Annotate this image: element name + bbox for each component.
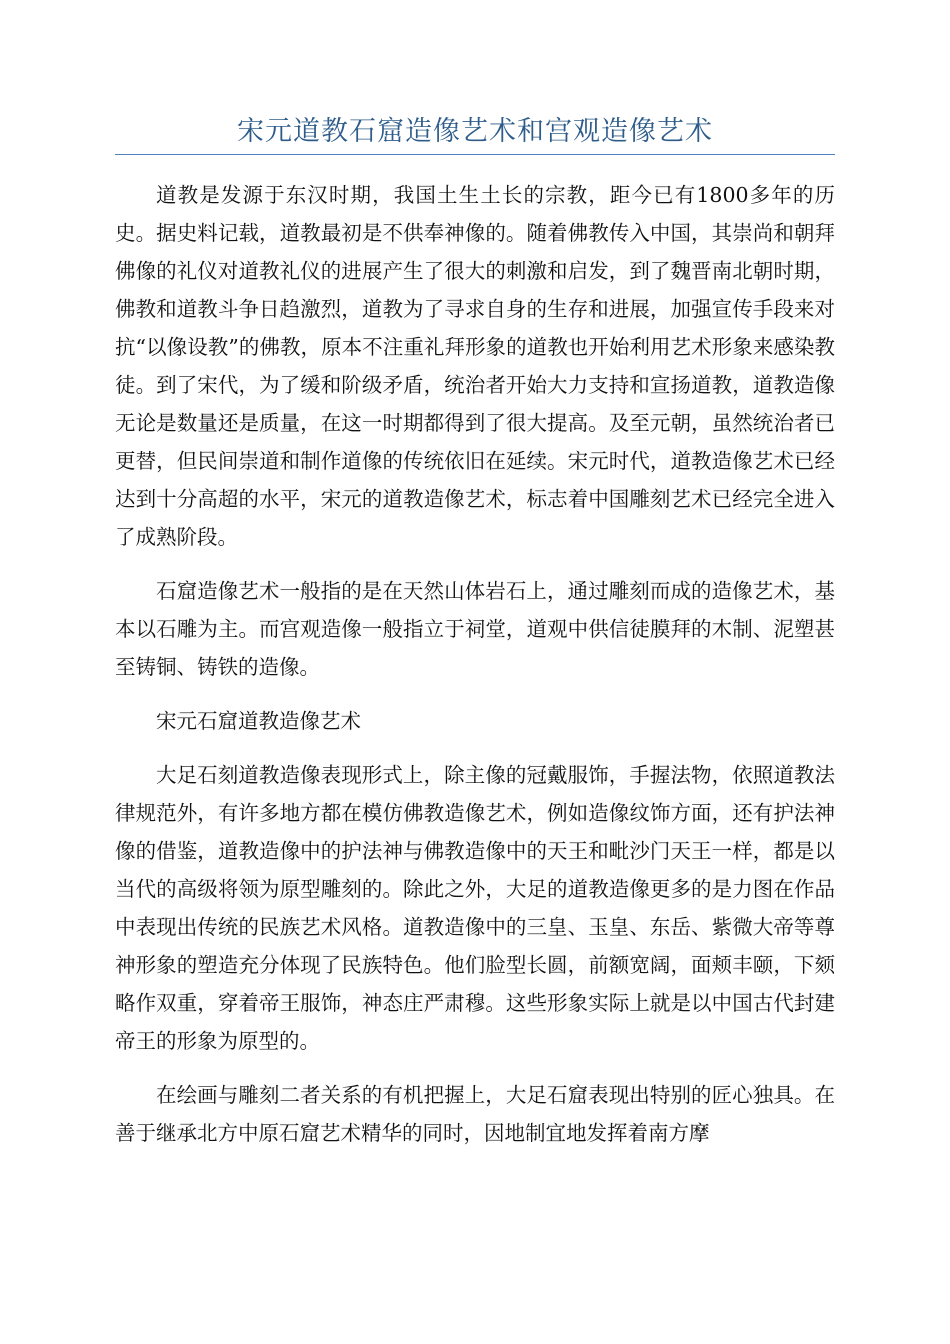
title-underline <box>115 154 835 155</box>
paragraph-definition: 石窟造像艺术一般指的是在天然山体岩石上，通过雕刻而成的造像艺术，基本以石雕为主。而宫观造像一般指立于祠堂，道观中供信徒膜拜的木制、泥塑甚至铸铜、铸铁的造像。 <box>115 579 835 679</box>
paragraph-intro: 道教是发源于东汉时期，我国土生土长的宗教，距今已有1800多年的历史。据史料记载，道教最初是不供奉神像的。随着佛教传入中国，其崇尚和朝拜佛像的礼仪对道教礼仪的进展产生了很大的刺激和启发，到了魏晋南北朝时期，佛教和道教斗争日趋激烈，道教为了寻求自身的生存和进展，加强宣传手段来对抗“以像设教”的佛教，原本不注重礼拜形象的道教也开始利用艺术形象来感染教徒。到了宋代，为了缓和阶级矛盾，统治者开始大力支持和宣扬道教，道教造像无论是数量还是质量，在这一时期都得到了很大提高。及至元朝，虽然统治者已更替，但民间崇道和制作道像的传统依旧在延续。宋元时代，道教造像艺术已经达到十分高超的水平，宋元的道教造像艺术，标志着中国雕刻艺术已经完全进入了成熟阶段。 <box>115 183 835 549</box>
paragraph-painting-sculpture: 在绘画与雕刻二者关系的有机把握上，大足石窟表现出特别的匠心独具。在善于继承北方中原石窟艺术精华的同时，因地制宜地发挥着南方摩 <box>115 1083 835 1145</box>
document-title: 宋元道教石窟造像艺术和宫观造像艺术 <box>237 116 713 147</box>
section-heading: 宋元石窟道教造像艺术 <box>156 709 361 733</box>
paragraph-dazu: 大足石刻道教造像表现形式上，除主像的冠戴服饰，手握法物，依照道教法律规范外，有许多地方都在模仿佛教造像艺术，例如造像纹饰方面，还有护法神像的借鉴，道教造像中的护法神与佛教造像中的天王和毗沙门天王一样，都是以当代的高级将领为原型雕刻的。除此之外，大足的道教造像更多的是力图在作品中表现出传统的民族艺术风格。道教造像中的三皇、玉皇、东岳、紫微大帝等尊神形象的塑造充分体现了民族特色。他们脸型长圆，前额宽阔，面颊丰颐，下颏略作双重，穿着帝王服饰，神态庄严肃穆。这些形象实际上就是以中国古代封建帝王的形象为原型的。 <box>115 763 835 1053</box>
document-body <box>115 176 835 1168</box>
